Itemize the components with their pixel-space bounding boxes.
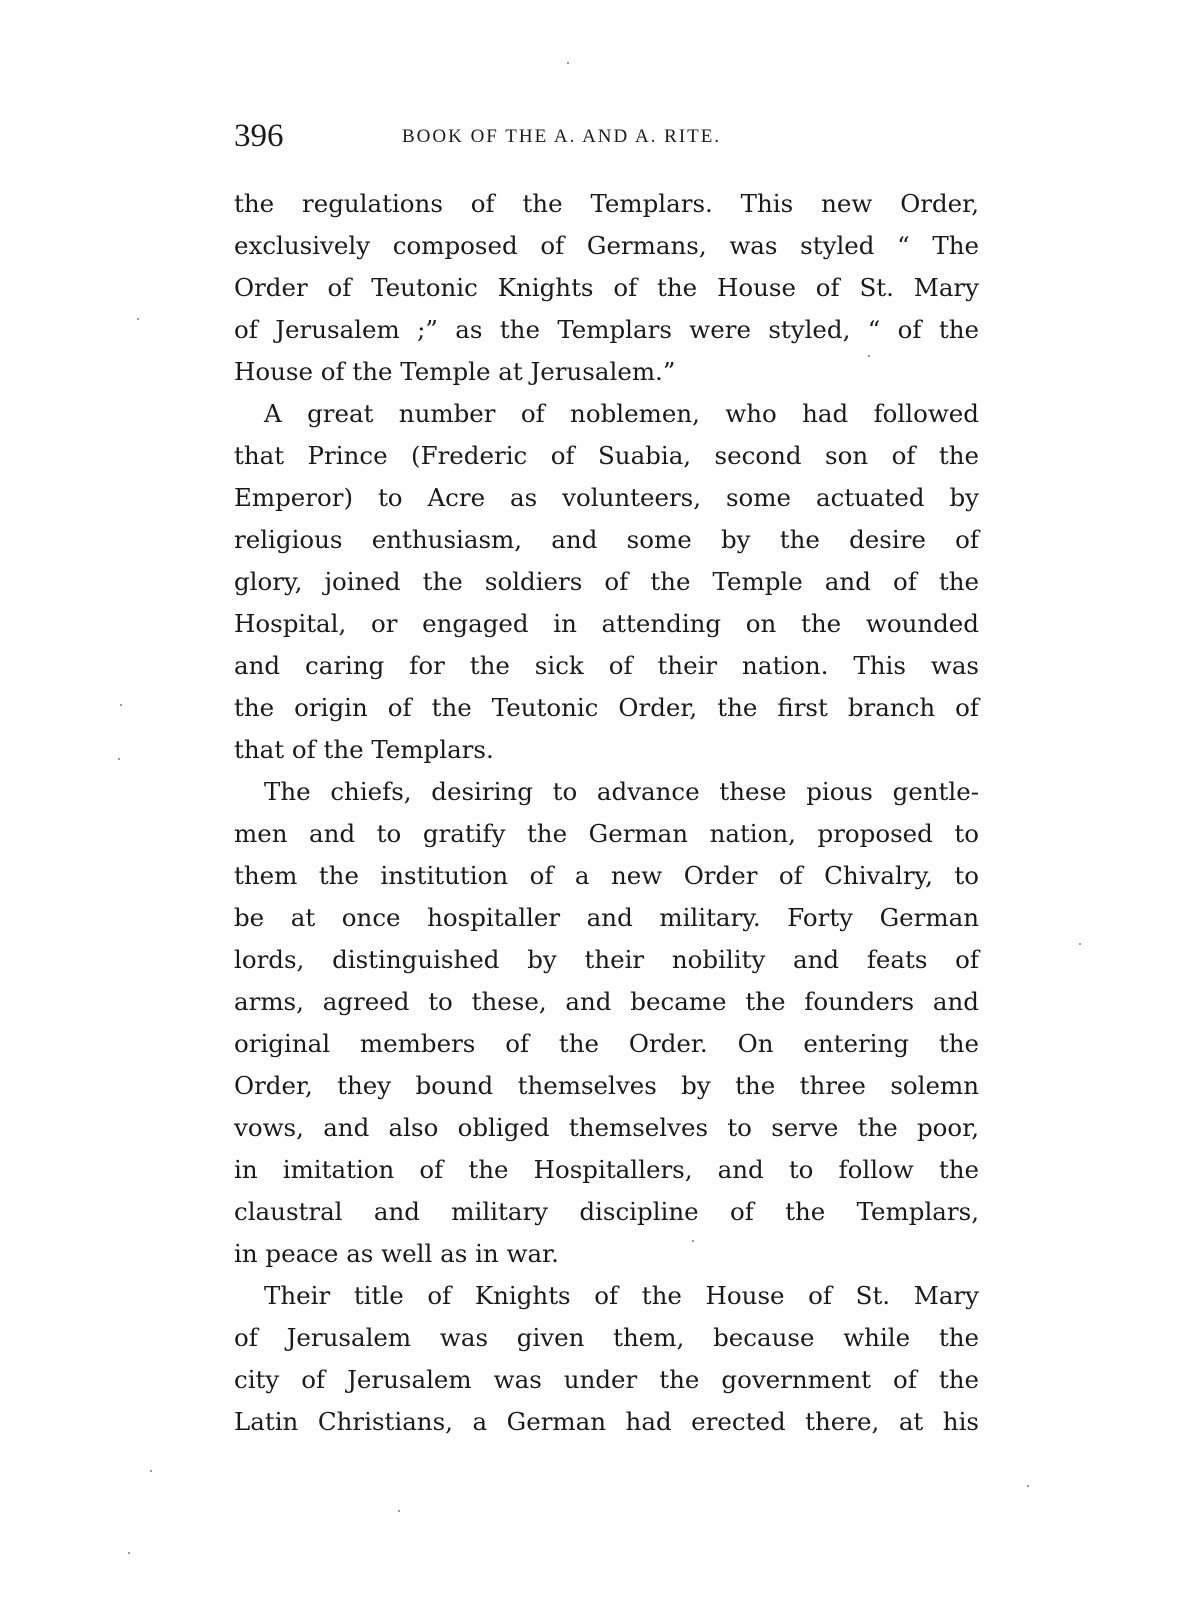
text-line: and caring for the sick of their nation. This was — [234, 651, 979, 680]
text-line: Their title of Knights of the House of St. Mary — [264, 1281, 979, 1310]
paragraph — [234, 771, 979, 1275]
text-line: in peace as well as in war. — [234, 1239, 559, 1268]
text-line: be at once hospitaller and military. Forty German — [234, 903, 979, 932]
paper-speck — [868, 355, 870, 357]
text-line: Latin Christians, a German had erected there, at his — [234, 1407, 979, 1436]
paragraph — [234, 183, 979, 393]
paper-speck — [118, 758, 120, 760]
paper-speck — [398, 1510, 400, 1512]
paper-speck — [120, 704, 122, 706]
paper-speck — [137, 318, 139, 320]
paper-speck — [128, 1552, 130, 1554]
text-line: Hospital, or engaged in attending on the wounded — [234, 609, 979, 638]
text-line: original members of the Order. On entering the — [234, 1029, 979, 1058]
text-line: Emperor) to Acre as volunteers, some actuated by — [234, 483, 979, 512]
text-line: that of the Templars. — [234, 735, 494, 764]
paragraph — [234, 1275, 979, 1443]
text-line: Order of Teutonic Knights of the House of St. Mary — [234, 273, 979, 302]
text-line: the regulations of the Templars. This new Order, — [234, 189, 979, 218]
text-line: claustral and military discipline of the Templars, — [234, 1197, 979, 1226]
text-line: glory, joined the soldiers of the Temple and of the — [234, 567, 979, 596]
running-head — [234, 117, 994, 157]
text-line: city of Jerusalem was under the government of the — [234, 1365, 979, 1394]
paper-speck — [567, 62, 569, 64]
page-number: 396 — [234, 118, 284, 154]
text-line: them the institution of a new Order of Chivalry, to — [234, 861, 979, 890]
paper-speck — [1027, 1485, 1029, 1487]
paragraph — [234, 393, 979, 771]
text-line: The chiefs, desiring to advance these pious gentle- — [264, 777, 979, 806]
text-line: in imitation of the Hospitallers, and to follow the — [234, 1155, 979, 1184]
running-title: BOOK OF THE A. AND A. RITE. — [402, 126, 722, 147]
paper-speck — [150, 1470, 152, 1472]
text-line: arms, agreed to these, and became the founders and — [234, 987, 979, 1016]
body-text — [234, 183, 979, 1443]
text-line: of Jerusalem was given them, because while the — [234, 1323, 979, 1352]
paper-speck — [1079, 943, 1081, 945]
text-line: religious enthusiasm, and some by the desire of — [234, 525, 979, 554]
text-line: lords, distinguished by their nobility and feats of — [234, 945, 979, 974]
text-line: exclusively composed of Germans, was styled “ The — [234, 231, 979, 260]
text-line: of Jerusalem ;” as the Templars were styled, “ of the — [234, 315, 979, 344]
text-line: House of the Temple at Jerusalem.” — [234, 357, 676, 386]
text-line: that Prince (Frederic of Suabia, second son of the — [234, 441, 979, 470]
paper-speck — [692, 1240, 694, 1242]
text-line: the origin of the Teutonic Order, the first branch of — [234, 693, 979, 722]
text-line: vows, and also obliged themselves to serve the poor, — [234, 1113, 979, 1142]
text-line: Order, they bound themselves by the three solemn — [234, 1071, 979, 1100]
text-line: A great number of noblemen, who had followed — [264, 399, 979, 428]
text-line: men and to gratify the German nation, proposed to — [234, 819, 979, 848]
